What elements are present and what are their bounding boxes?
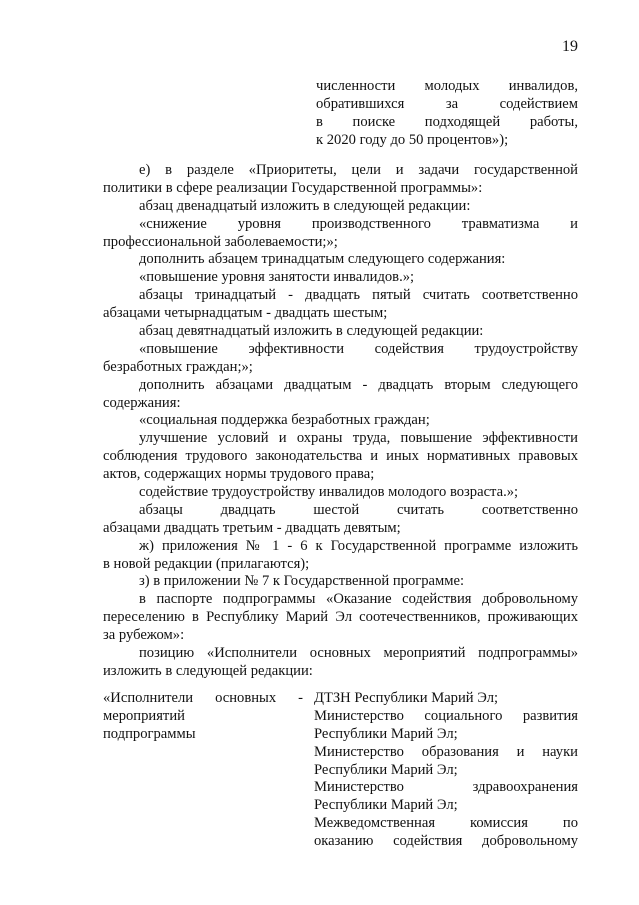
text-line: абзац двенадцатый изложить в следующей редакции:: [139, 197, 471, 214]
text-line: за рубежом»:: [103, 627, 185, 644]
text-line: в паспорте подпрограммы «Оказание содействия добровольному: [139, 591, 578, 608]
text-line: абзацами двадцать третьим - двадцать девятым;: [103, 519, 401, 536]
table-cell-line: Республики Марий Эл;: [314, 725, 458, 742]
table-cell-line: ДТЗН Республики Марий Эл;: [314, 690, 499, 706]
text-line: улучшение условий и охраны труда, повышение эффективности: [139, 430, 578, 447]
table-cell-line: Республики Марий Эл;: [314, 761, 458, 778]
text-line: переселению в Республику Марий Эл соотечественников, проживающих: [103, 609, 578, 626]
text-line: абзацы двадцать шестой считать соответственно: [139, 501, 578, 518]
executors-list-column: [314, 690, 578, 851]
text-line: в новой редакции (прилагаются);: [103, 555, 310, 572]
text-line: «повышение эффективности содействия трудоустройству: [139, 340, 578, 357]
table-cell-line: мероприятий: [103, 707, 185, 724]
text-line: соблюдения трудового законодательства и иных нормативных правовых: [103, 448, 578, 465]
text-line: абзац девятнадцатый изложить в следующей редакции:: [139, 323, 484, 340]
top-continuation-block: [316, 78, 578, 150]
text-line: профессиональной заболеваемости;»;: [103, 233, 338, 250]
continuation-line: к 2020 году до 50 процентов»);: [316, 131, 509, 148]
text-line: безработных граждан;»;: [103, 358, 253, 375]
table-cell-line: «Исполнители основных -: [103, 690, 303, 706]
table-cell-line: Межведомственная комиссия по: [314, 815, 578, 832]
continuation-line: в поиске подходящей работы,: [316, 113, 578, 130]
text-line: содержания:: [103, 394, 181, 411]
table-cell-line: оказанию содействия добровольному: [314, 833, 578, 850]
position-label-column: [103, 690, 303, 744]
text-line: «социальная поддержка безработных граждан;: [139, 412, 430, 429]
table-cell-line: Министерство здравоохранения: [314, 779, 578, 796]
text-line: абзацы тринадцатый - двадцать пятый считать соответственно: [139, 287, 578, 304]
text-line: з) в приложении № 7 к Государственной программе:: [139, 573, 465, 590]
text-line: «повышение уровня занятости инвалидов.»;: [139, 269, 415, 286]
text-line: абзацами четырнадцатым - двадцать шестым;: [103, 305, 388, 322]
text-line: позицию «Исполнители основных мероприятий подпрограммы»: [139, 645, 578, 662]
table-cell-line: подпрограммы: [103, 725, 196, 742]
continuation-line: численности молодых инвалидов,: [316, 78, 578, 94]
table-cell-line: Республики Марий Эл;: [314, 797, 458, 814]
text-line: ж) приложения № 1 - 6 к Государственной программе изложить: [139, 537, 578, 554]
table-cell-line: Министерство образования и науки: [314, 743, 578, 760]
text-line: е) в разделе «Приоритеты, цели и задачи государственной: [139, 162, 578, 178]
text-line: «снижение уровня производственного травматизма и: [139, 215, 578, 232]
continuation-line: обратившихся за содействием: [316, 95, 578, 112]
text-line: содействие трудоустройству инвалидов молодого возраста.»;: [139, 484, 519, 501]
text-line: дополнить абзацами двадцатым - двадцать вторым следующего: [139, 376, 578, 393]
page-number: 19: [562, 38, 578, 55]
text-line: изложить в следующей редакции:: [103, 662, 313, 679]
text-line: актов, содержащих нормы трудового права;: [103, 466, 375, 483]
text-line: политики в сфере реализации Государственной программы»:: [103, 179, 483, 196]
text-line: дополнить абзацем тринадцатым следующего содержания:: [139, 251, 506, 268]
body-text: [103, 162, 578, 681]
table-cell-line: Министерство социального развития: [314, 707, 578, 724]
